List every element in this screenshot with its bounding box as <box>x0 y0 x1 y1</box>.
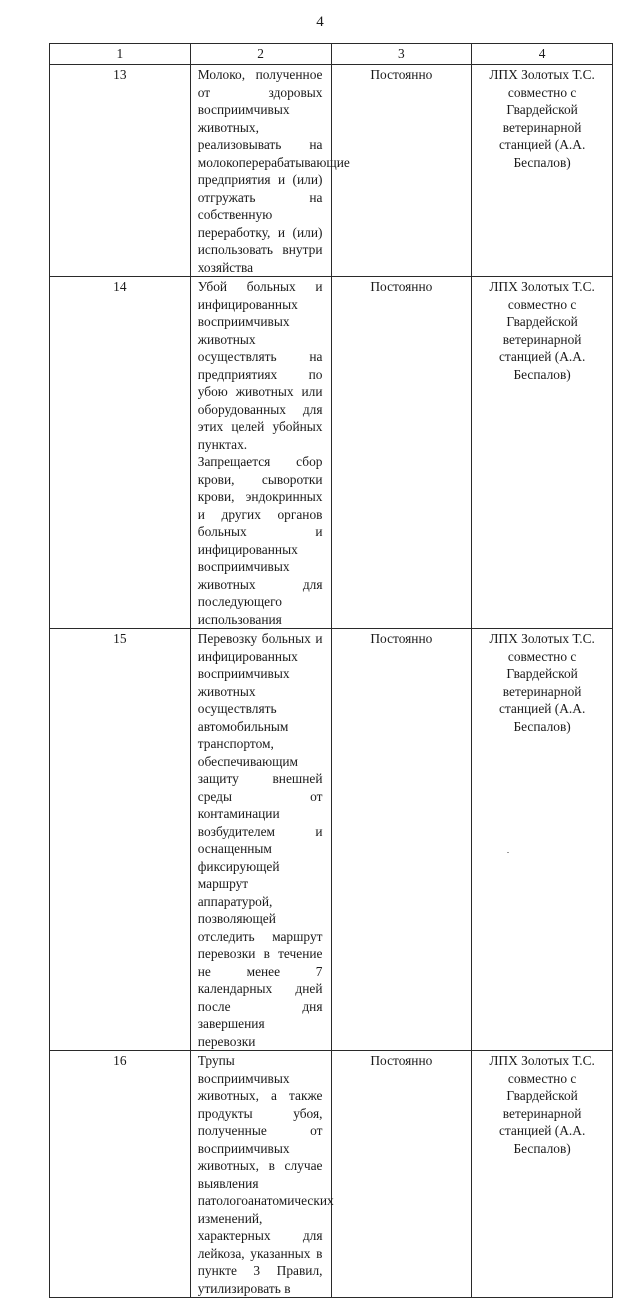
page-number: 4 <box>316 14 324 30</box>
header-col-1: 1 <box>50 44 191 65</box>
row-responsible: ЛПХ Золотых Т.С. совместно с Гвардейской ветеринарной станцией (А.А. Беспалов) <box>472 65 613 277</box>
table-row <box>50 277 613 629</box>
row-responsible: ЛПХ Золотых Т.С. совместно с Гвардейской ветеринарной станцией (А.А. Беспалов) <box>472 277 613 629</box>
table-row <box>50 65 613 277</box>
table-header-row <box>50 44 613 65</box>
row-term: Постоянно <box>331 65 472 277</box>
table-row <box>50 629 613 1051</box>
header-col-2: 2 <box>190 44 331 65</box>
row-term: Постоянно <box>331 277 472 629</box>
header-col-3: 3 <box>331 44 472 65</box>
row-action: Убой больных и инфицированных восприимчивых животных осуществлять на предприятиях по убою животных или оборудованных для этих целей убойных пунктах. Запрещается сбор крови, сыворотки крови, эндокринных и других органов больных и инфицированных восприимчивых животных для последующего использования <box>190 277 331 629</box>
row-term: Постоянно <box>331 1051 472 1298</box>
measures-table <box>49 43 613 1298</box>
row-term: Постоянно <box>331 629 472 1051</box>
row-number: 14 <box>50 277 191 629</box>
row-action: Трупы восприимчивых животных, а также продукты убоя, полученные от восприимчивых животных, в случае выявления патологоанатомических изменений, характерных для лейкоза, указанных в пункте 3 Правил, утилизировать в <box>190 1051 331 1298</box>
scan-speck <box>507 852 509 853</box>
header-col-4: 4 <box>472 44 613 65</box>
row-number: 15 <box>50 629 191 1051</box>
row-number: 16 <box>50 1051 191 1298</box>
row-responsible: ЛПХ Золотых Т.С. совместно с Гвардейской ветеринарной станцией (А.А. Беспалов) <box>472 629 613 1051</box>
row-responsible: ЛПХ Золотых Т.С. совместно с Гвардейской ветеринарной станцией (А.А. Беспалов) <box>472 1051 613 1298</box>
row-action: Перевозку больных и инфицированных восприимчивых животных осуществлять автомобильным транспортом, обеспечивающим защиту внешней среды от контаминации возбудителем и оснащенным фиксирующей маршрут аппаратурой, позволяющей отследить маршрут перевозки в течение не менее 7 календарных дней после дня завершения перевозки <box>190 629 331 1051</box>
row-number: 13 <box>50 65 191 277</box>
table-row <box>50 1051 613 1298</box>
row-action: Молоко, полученное от здоровых восприимчивых животных, реализовывать на молокоперерабатывающие предприятия и (или) отгружать на собственную переработку, и (или) использовать внутри хозяйства <box>190 65 331 277</box>
